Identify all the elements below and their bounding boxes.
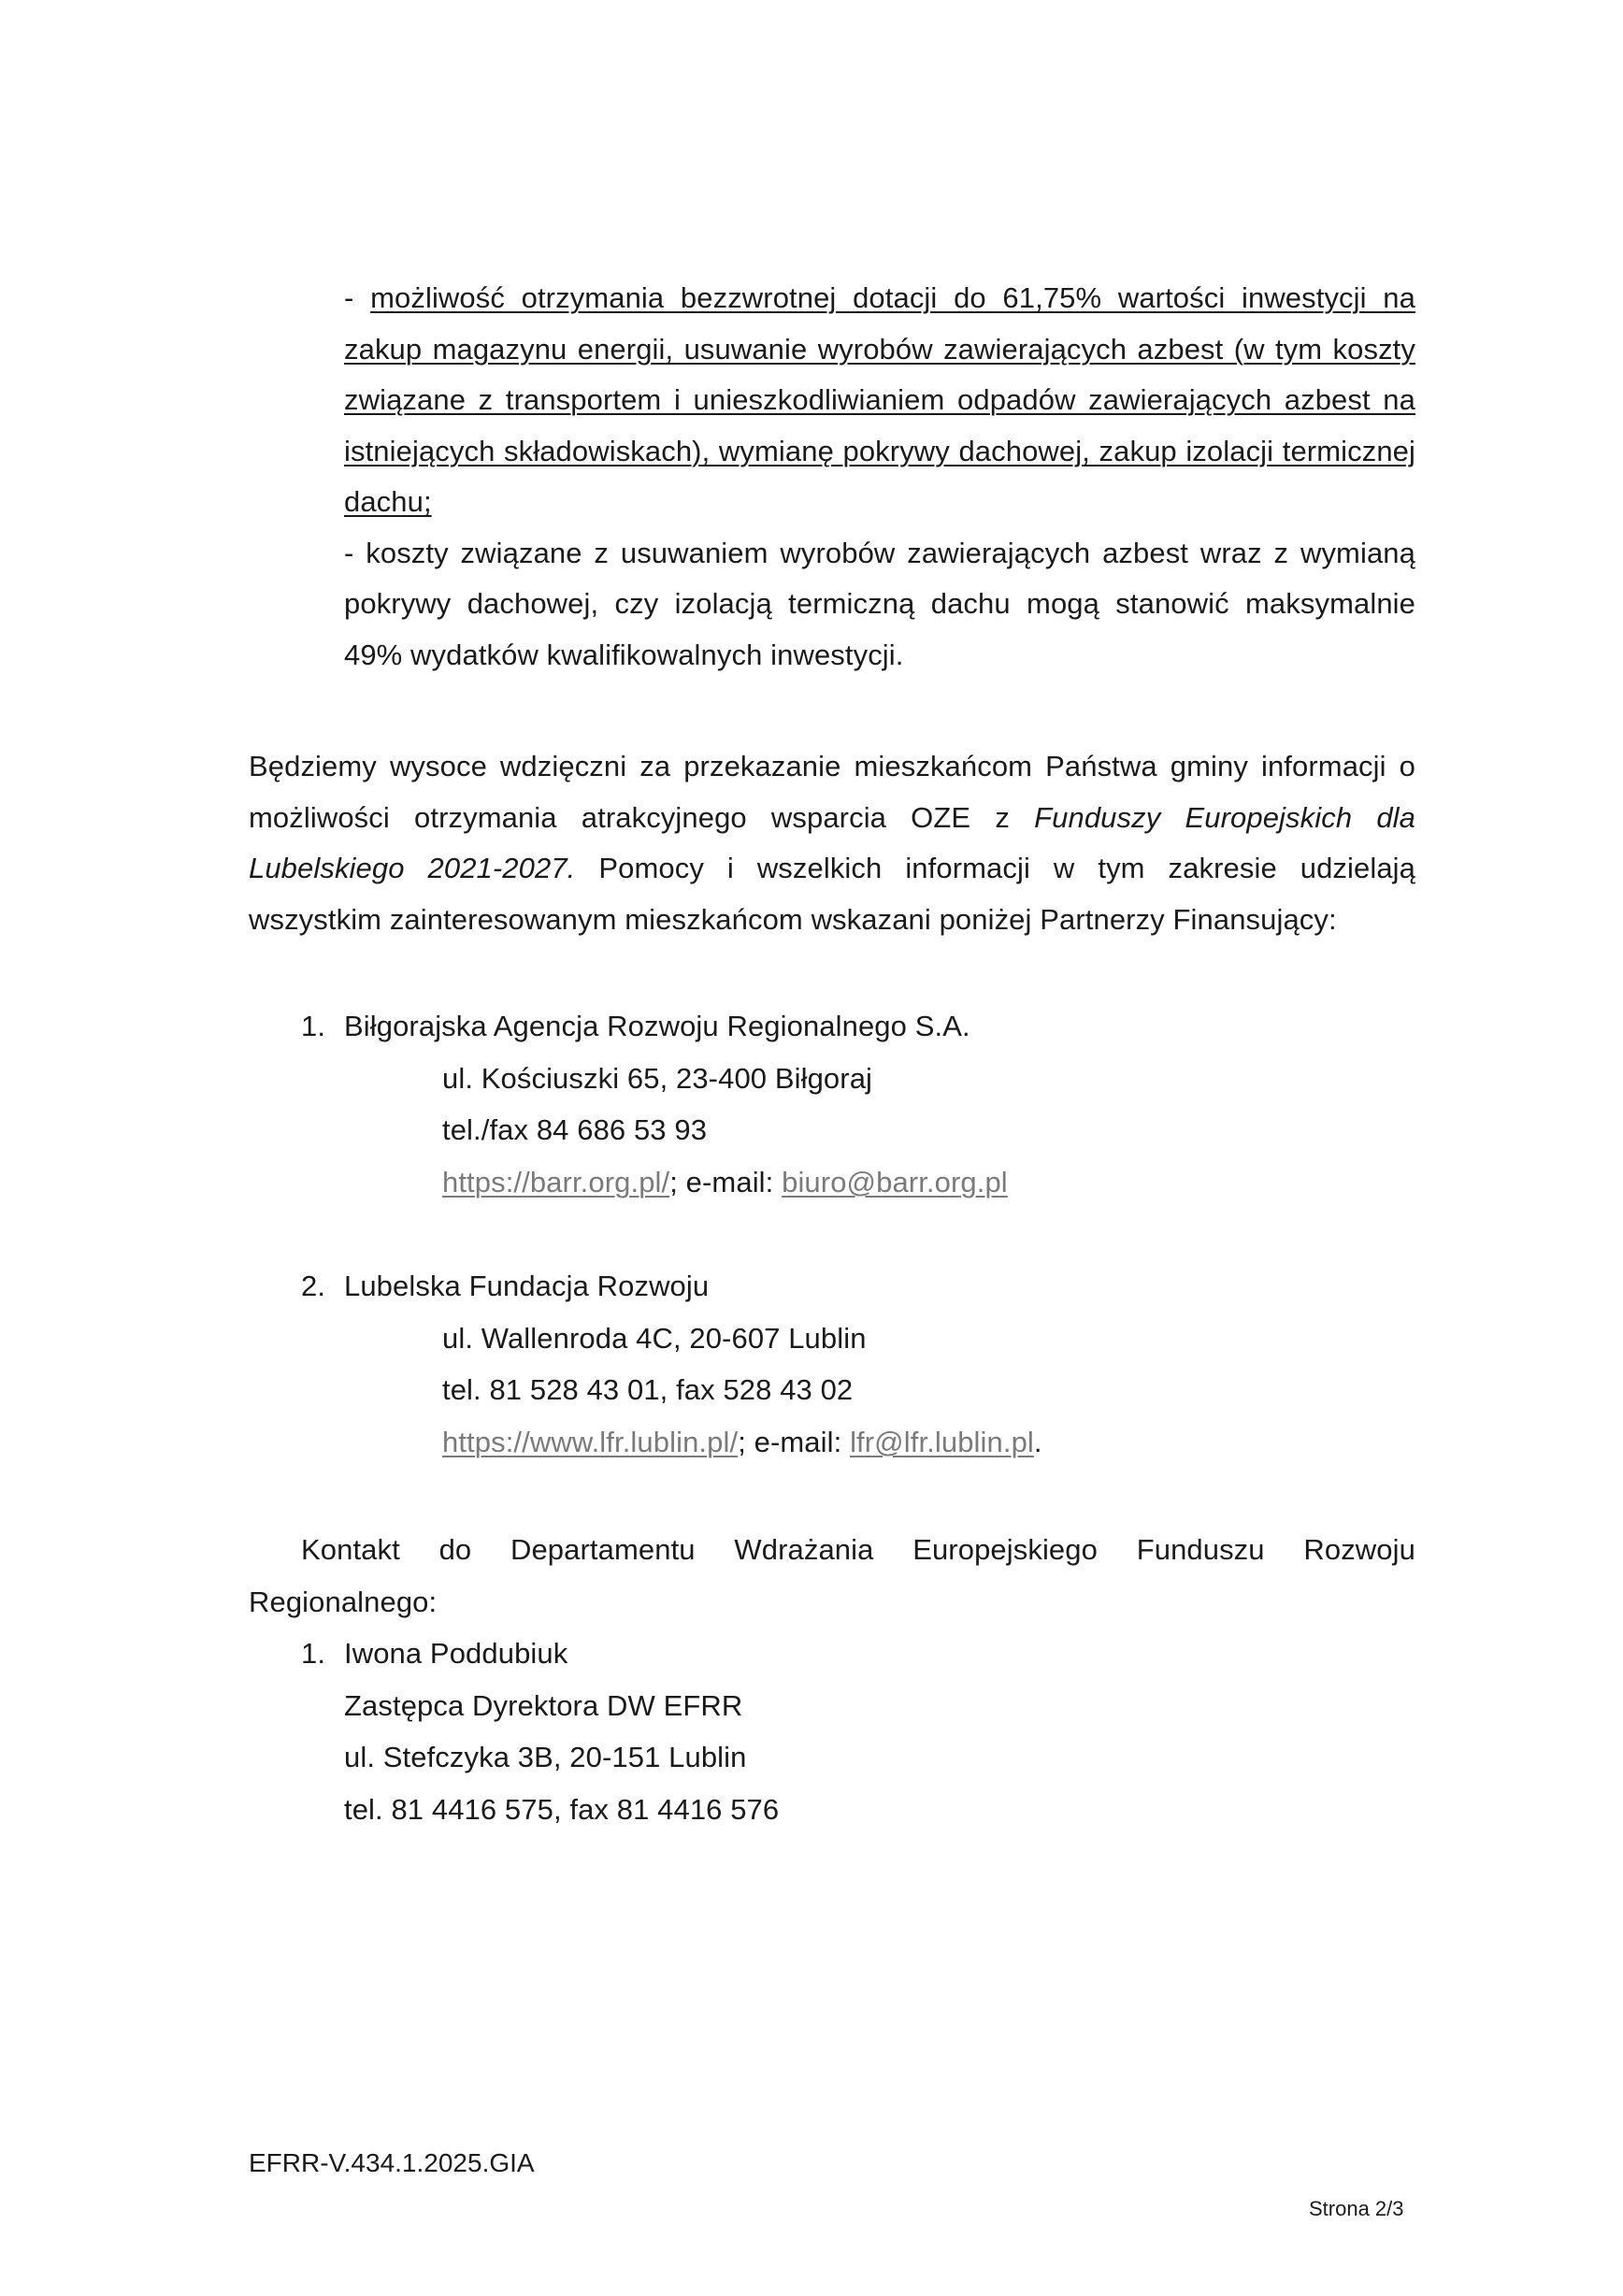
bullet-item-asbestos-costs: - koszty związane z usuwaniem wyrobów zawierających azbest wraz z wymianą pokrywy dachowej, czy izolacją termiczną dachu mogą stanowić maksymalnie 49% wydatków kwalifikowalnych inwestycji. [344,536,1415,671]
email-label: e-mail: [745,1425,851,1458]
contact-person-entry [301,1628,1415,1835]
partner-phone: tel./fax 84 686 53 93 [442,1113,708,1146]
partner-entry [301,1260,1376,1468]
contact-section [249,1524,1415,1835]
intro-text-end: Pomocy i wszelkich informacji w tym zakresie udzielają wszystkim zainteresowanym mieszkańcom wskazani poniżej Partnerzy Finansujący: [249,852,1415,936]
contact-person-role: Zastępca Dyrektora DW EFRR [344,1688,743,1722]
contact-heading: Kontakt do Departamentu Wdrażania Europejskiego Funduszu Rozwoju [301,1533,1415,1566]
contact-person-name: Iwona Poddubiuk [344,1637,568,1670]
partner-contact-line: https://www.lfr.lublin.pl/; e-mail: lfr@lfr.lublin.pl. [442,1425,1042,1458]
email-label: e-mail: [677,1165,783,1198]
partner-website-link[interactable]: https://barr.org.pl/ [442,1165,670,1198]
intro-text-start: Będziemy wysoce wdzięczni za przekazanie mieszkańcom Państwa gminy informacji o możliwości otrzymania atrakcyjnego wsparcia OZE z [249,750,1415,834]
partner-contact-line: https://barr.org.pl/; e-mail: biuro@barr.org.pl [442,1165,1008,1198]
partner-number: 2. [301,1270,326,1302]
contact-number: 1. [301,1637,326,1670]
bullet-item-subsidy [344,273,1415,528]
intro-program-name: Funduszy Europejskich dla Lubelskiego 2021-2027. [249,800,1415,884]
partner-website-link[interactable]: https://www.lfr.lublin.pl/ [442,1425,739,1458]
partner-address: ul. Kościuszki 65, 23-400 Biłgoraj [442,1061,873,1095]
partner-name: Biłgorajska Agencja Rozwoju Regionalnego S.A. [344,1010,970,1042]
contact-heading-continuation: Regionalnego: [249,1585,438,1618]
partner-address: ul. Wallenroda 4C, 20-607 Lublin [442,1321,867,1355]
bullet-item-subsidy-text: możliwość otrzymania bezzwrotnej dotacji do 61,75% wartości inwestycji na zakup magazynu energii, usuwanie wyrobów zawierających azbest (w tym koszty związane z transportem i unieszkodliwianiem odpadów zawierających azbest na istniejących składowiskach), wymianę pokrywy dachowej, zakup izolacji termicznej dachu; [344,281,1415,518]
partner-entry [301,1000,1376,1208]
intro-paragraph [249,741,1415,945]
partners-list [301,1000,1376,1468]
contact-person-phone: tel. 81 4416 575, fax 81 4416 576 [344,1792,780,1826]
partner-name: Lubelska Fundacja Rozwoju [344,1270,710,1302]
partner-phone: tel. 81 528 43 01, fax 528 43 02 [442,1373,854,1406]
partner-number: 1. [301,1010,326,1042]
contact-person-address: ul. Stefczyka 3B, 20-151 Lublin [344,1741,747,1773]
document-reference: EFRR-V.434.1.2025.GIA [249,2148,535,2177]
bullet-list [344,273,1415,681]
bullet-dash: - [344,281,371,314]
partner-email-link[interactable]: biuro@barr.org.pl [782,1165,1008,1198]
page-number: Strona 2/3 [1309,2197,1404,2220]
partner-email-link[interactable]: lfr@lfr.lublin.pl [850,1425,1034,1458]
